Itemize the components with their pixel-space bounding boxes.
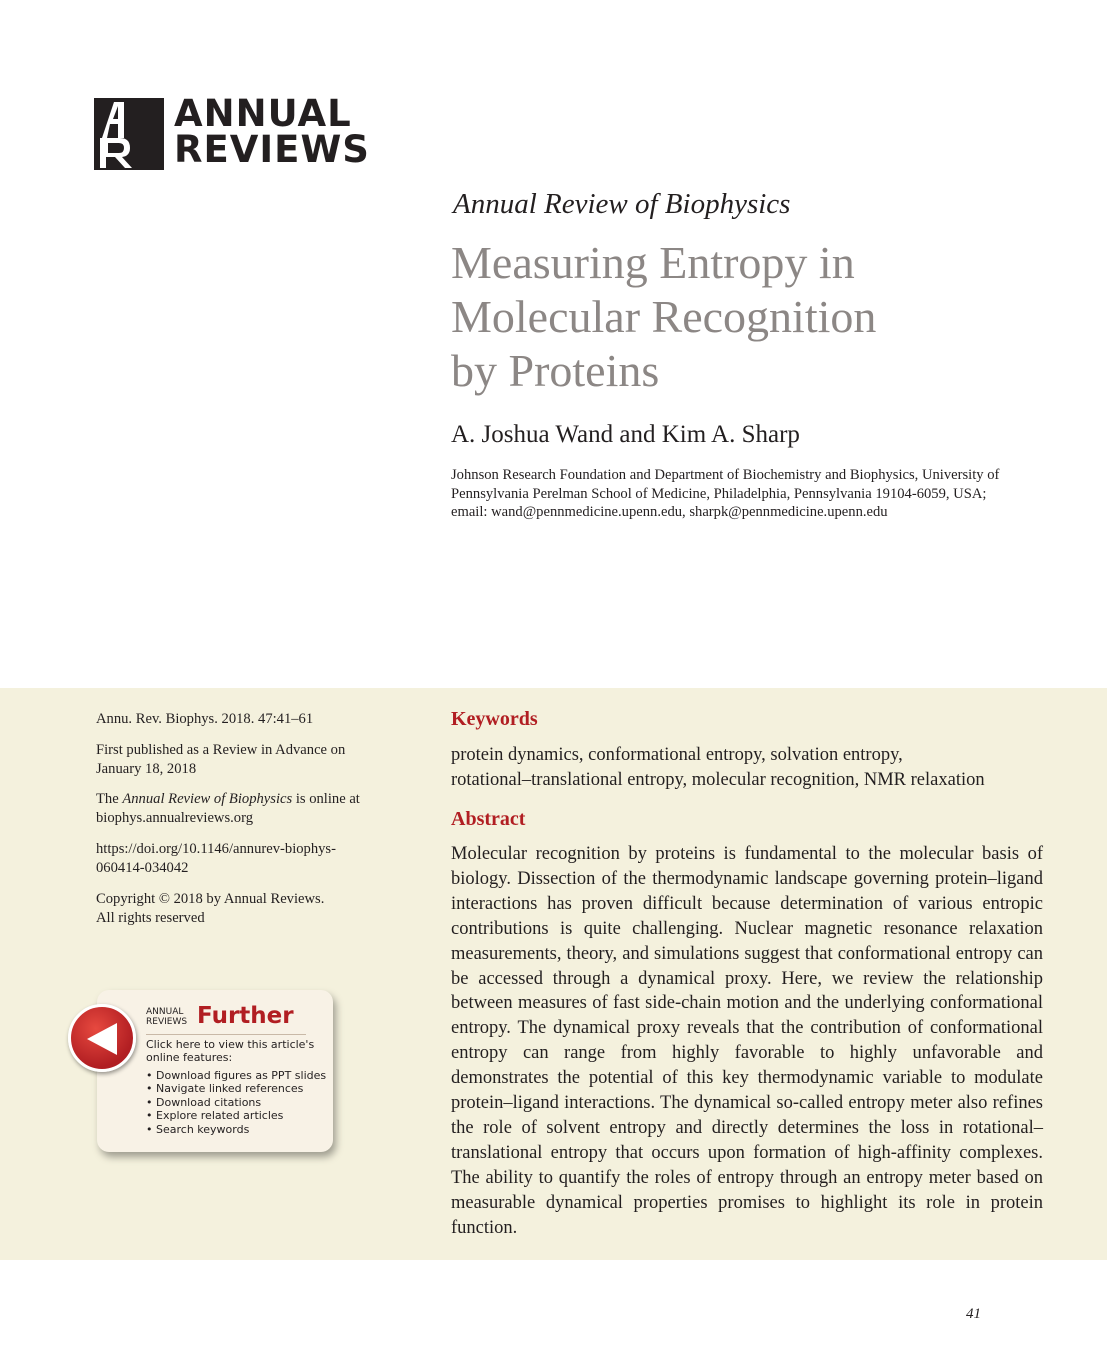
online-at [96,790,386,828]
keywords-line: rotational–translational entropy, molecular recognition, NMR relaxation [451,770,985,790]
doi-line: 060414-034042 [96,860,189,876]
further-feature: • Search keywords [146,1123,326,1136]
online-journal: Annual Review of Biophysics [122,791,293,807]
abstract-heading: Abstract [451,808,526,830]
online-prefix: The [96,791,123,807]
keywords-list [451,743,1051,793]
title-line: by Proteins [451,345,660,396]
click-here-link[interactable]: Click here [146,1038,201,1051]
further-brand-annual: ANNUAL [146,1007,184,1017]
authors: A. Joshua Wand and Kim A. Sharp [451,421,800,448]
further-description [146,1038,326,1064]
further-feature: • Download figures as PPT slides [146,1069,326,1082]
further-feature: • Navigate linked references [146,1082,326,1095]
abstract-text: Molecular recognition by proteins is fundamental to the molecular basis of biology. Dissection of the thermodynamic landscape governing protein–ligand interactions has proven difficult because determination of various entropic contributions is quite challenging. Nuclear magnetic resonance relaxation measurements, theory, and simulations suggest that conformational entropy can be accessed through a dynamical proxy. Here, we review the relationship between measures of fast side-chain motion and the underlying conformational entropy. The dynamical proxy reveals that the contribution of conformational entropy can range from highly favorable to highly unfavorable and demonstrates the potential of this key thermodynamic variable to modulate protein–ligand interactions. The dynamical so-called entropy meter also refines the role of solvent entropy and directly determines the loss in rotational–translational entropy that occurs upon formation of high-affinity complexes. The ability to quantify the roles of entropy through an entropy meter based on measurable dynamical properties promises to highlight its role in protein function. [451,844,1043,1238]
further-divider [146,1034,306,1035]
copyright [96,890,386,928]
annual-reviews-logo [94,92,370,171]
affiliation [451,466,1041,522]
online-suffix: is online at [292,791,360,807]
keywords-line: protein dynamics, conformational entropy, solvation entropy, [451,745,903,765]
logo-wordmark [174,92,370,171]
first-published-line: First published as a Review in Advance on [96,742,346,758]
title-line: Measuring Entropy in [451,237,855,288]
logo-line-1: ANNUAL [174,92,352,135]
citation: Annu. Rev. Biophys. 2018. 47:41–61 [96,711,314,727]
journal-name: Annual Review of Biophysics [453,188,791,220]
click-here-rest: to view this article's online features: [146,1038,315,1064]
online-at-line [96,790,386,809]
first-published [96,741,386,779]
further-button[interactable] [68,1004,136,1072]
logo-line-2: REVIEWS [174,128,370,171]
play-left-arrow-icon [83,1019,123,1059]
copyright-line: Copyright © 2018 by Annual Reviews. [96,891,325,907]
online-url-link[interactable]: biophys.annualreviews.org [96,810,253,826]
ar-monogram-icon [94,98,164,170]
rights-line: All rights reserved [96,910,205,926]
keywords-heading: Keywords [451,708,538,730]
further-features-list [146,1069,326,1136]
title-line: Molecular Recognition [451,291,877,342]
article-title [451,236,1011,398]
further-brand [146,1007,187,1027]
further-title: Further [197,1003,294,1029]
page-number: 41 [966,1306,981,1322]
first-published-date: January 18, 2018 [96,761,197,777]
affiliation-line: Pennsylvania Perelman School of Medicine, Philadelphia, Pennsylvania 19104-6059, USA; [451,485,987,502]
doi-line: https://doi.org/10.1146/annurev-biophys- [96,841,336,857]
doi-link[interactable] [96,840,386,878]
further-brand-reviews: REVIEWS [146,1017,188,1027]
further-feature: • Explore related articles [146,1109,326,1122]
affiliation-line: email: wand@pennmedicine.upenn.edu, sharpk@pennmedicine.upenn.edu [451,504,888,520]
further-feature: • Download citations [146,1096,326,1109]
affiliation-line: Johnson Research Foundation and Department of Biochemistry and Biophysics, University of [451,467,1000,483]
